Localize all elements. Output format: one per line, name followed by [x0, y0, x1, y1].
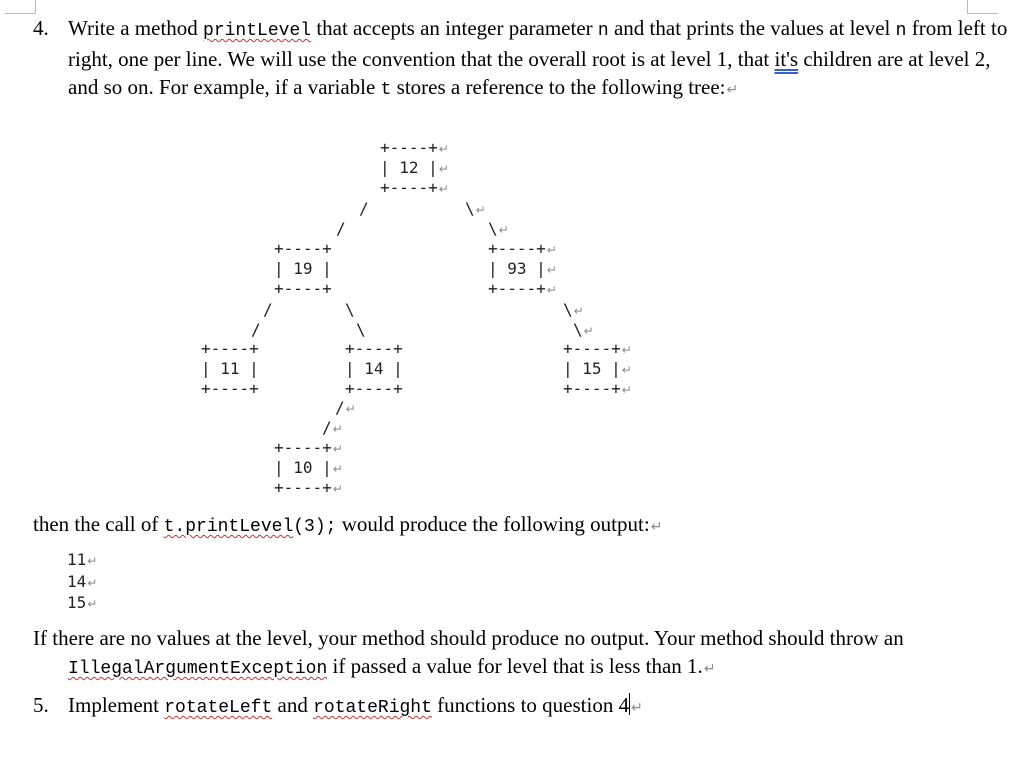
output-line: 11: [67, 550, 87, 569]
tree-line: +----+: [274, 478, 332, 497]
no-output-paragraph: [33, 624, 1013, 683]
tree-line: | 19 |: [274, 259, 332, 278]
paragraph-mark-icon: ↵: [87, 575, 98, 590]
noout-text-2: if passed a value for level that is less than 1.: [327, 654, 703, 678]
tree-branch: /: [336, 219, 346, 238]
q4-text-2: that accepts an integer parameter: [311, 16, 598, 40]
paragraph-mark-icon: ↵: [332, 442, 343, 456]
q4-text-6: stores a reference to the following tree:: [391, 75, 726, 99]
func-rotateright: rotateRight: [313, 698, 432, 718]
paragraph-mark-icon: ↵: [621, 383, 632, 397]
paragraph-mark-icon: ↵: [726, 82, 739, 98]
q4-text-4: from left to right, one per line. We will use the convention that the overall root is at level 1, that: [68, 16, 1008, 71]
func-rotateleft: rotateLeft: [164, 698, 273, 718]
q4-text-3: and that prints the values at level: [608, 16, 896, 40]
tree-branch: /: [263, 300, 273, 319]
tree-line: +----+: [201, 339, 259, 358]
method-printlevel: printLevel: [203, 21, 312, 41]
then-text-1: then the call of: [33, 512, 164, 536]
tree-line: +----+: [488, 279, 546, 298]
tree-line: | 11 |: [201, 359, 259, 378]
paragraph-mark-icon: ↵: [87, 597, 98, 611]
tree-line: +----+: [345, 339, 403, 358]
tree-line: | 93 |: [488, 259, 546, 278]
tree-branch: \: [573, 320, 583, 339]
q5-text-2: and: [272, 693, 314, 717]
tree-line: +----+: [201, 379, 259, 398]
exception-name: IllegalArgumentException: [68, 659, 328, 679]
paragraph-mark-icon: ↵: [87, 554, 98, 568]
q4-text-5: children are at level 2, and so on. For example, if a variable: [68, 47, 991, 99]
var-t: t: [380, 80, 392, 100]
tree-branch: \: [488, 219, 498, 238]
paragraph-mark-icon: ↵: [546, 243, 557, 257]
output-line: 14: [67, 571, 87, 591]
tree-line: +----+: [274, 279, 332, 298]
paragraph-mark-icon: ↵: [546, 263, 557, 277]
tree-line: | 15 |: [563, 359, 621, 378]
tree-branch: \: [563, 300, 573, 319]
tree-branch: /: [251, 320, 261, 339]
margin-corner-top-right: [967, 0, 998, 14]
text-cursor[interactable]: [629, 693, 630, 715]
tree-branch: \: [356, 320, 366, 339]
output-line: 15: [67, 593, 87, 612]
paragraph-mark-icon: ↵: [438, 142, 449, 156]
question-4-paragraph: [33, 14, 1013, 104]
paragraph-mark-icon: ↵: [573, 304, 584, 318]
paragraph-mark-icon: ↵: [475, 203, 486, 217]
noout-text-1: If there are no values at the level, your method should produce no output. Your method should throw an: [33, 626, 904, 650]
question-5-paragraph: [33, 691, 1013, 722]
q5-text-1: Implement: [68, 693, 165, 717]
q4-text-1: Write a method: [68, 16, 204, 40]
paragraph-mark-icon: ↵: [438, 162, 449, 176]
tree-line: +----+: [380, 138, 438, 157]
tree-branch: /: [335, 398, 345, 417]
tree-line: | 12 |: [380, 158, 438, 177]
grammar-its: it's: [774, 47, 799, 71]
paragraph-mark-icon: ↵: [621, 343, 632, 357]
tree-line: +----+: [488, 239, 546, 258]
call-t-printlevel: t.printLevel: [163, 517, 294, 537]
paragraph-mark-icon: ↵: [332, 462, 343, 476]
paragraph-mark-icon: ↵: [345, 402, 356, 416]
tree-line: +----+: [274, 438, 332, 457]
paragraph-mark-icon: ↵: [498, 223, 509, 237]
paragraph-mark-icon: ↵: [546, 283, 557, 297]
paragraph-mark-icon: ↵: [438, 182, 449, 196]
paragraph-mark-icon: ↵: [650, 519, 663, 535]
param-n: n: [597, 21, 609, 41]
paragraph-mark-icon: ↵: [583, 324, 594, 338]
paragraph-mark-icon: ↵: [621, 363, 632, 377]
paragraph-mark-icon: ↵: [332, 482, 343, 496]
tree-line: +----+: [345, 379, 403, 398]
tree-branch: \: [345, 300, 355, 319]
tree-branch: /: [359, 199, 369, 218]
paragraph-mark-icon: ↵: [703, 661, 716, 677]
tree-line: +----+: [563, 339, 621, 358]
call-args: (3);: [293, 517, 337, 537]
tree-line: +----+: [563, 379, 621, 398]
question-5-number: 5.: [33, 693, 49, 717]
tree-line: +----+: [380, 178, 438, 197]
question-4-number: 4.: [33, 16, 49, 40]
expected-output: [67, 550, 97, 615]
tree-line: | 14 |: [345, 359, 403, 378]
paragraph-mark-icon: ↵: [332, 422, 343, 436]
tree-line: | 10 |: [274, 458, 332, 477]
q5-text-3: functions to question 4: [431, 693, 630, 717]
then-text-2: would produce the following output:: [336, 512, 650, 536]
paragraph-mark-icon: ↵: [631, 700, 643, 716]
param-n-2: n: [895, 21, 907, 41]
tree-branch: \: [465, 199, 475, 218]
tree-line: +----+: [274, 239, 332, 258]
tree-branch: /: [322, 418, 332, 437]
then-call-paragraph: [33, 510, 978, 541]
